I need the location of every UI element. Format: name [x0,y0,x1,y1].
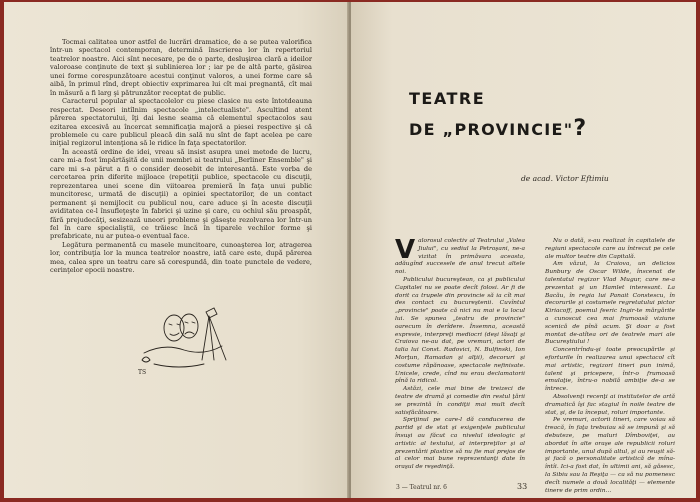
right-page [351,2,696,498]
article-title [409,89,689,141]
page-number: 33 [517,482,528,491]
paragraph: Am văzut, la Craiova, un delicios Bunbury de Oscar Wilde, înscenat de talentatul regizor Vlad Mugur, care ne-a prezentat şi un Hamlet interesant. La Bacău, în regia lui Panait Constescu, în decorurile şi costumele regretatului pictor Kiriacoff, poemul feeric Ingir-te mărgărite a cunoscut cea mai frumoasă viziune scenică de pînă acum. Şi doar a fost montat de-atîtea ori de teatrele mari ale Bucureştiului ! [545,261,675,346]
title-line-2 [409,116,689,141]
paragraph: Caracterul popular al spectacolelor cu piese clasice nu este întotdeauna respectat. Deseori intîlnim spectacole „intelectualiste". Ascultind atent părerea spectatorului, îţi dai lesne seama că elementul spectacolos sau ezitarea excesivă au încercat semnificaţia majoră a piesei respective şi că problemele cu care publicul pleacă din sală nu sînt de fapt acelea pe care iniţial regizorul intenţiona să le ridice în faţa spectatorilor. [50,97,312,148]
paragraph: În această ordine de idei, vreau să insist asupra unei metode de lucru, care mi-a fost împărtăşită de unii membri ai teatrului „Berliner Ensemble" şi care mi s-a părut a fi o consider deosebit de interesantă. Este vorba de cercetarea prin diferite mijloace (repetiţii publice, spectacole cu discuţii, reprezentarea unei scene din viitoarea premieră în faţa unui public muncitoresc, urmată de discuţii) a opiniei spectatorilor, de un contact permanent şi nemijlocit cu publicul nou, care aduce şi în aceste discuţii aviditatea ce-l însufleţeşte în fabrici şi uzine şi care, cu ochiul său proaspăt, fără prejudecăţi, sesizează uneori probleme şi găseşte rezolvarea lor într-un fel în care specialiştii, ce trăiesc încă în tiparele vechilor forme şi prefabricate, nu ar putea-o eventual face. [50,147,312,241]
paragraph: Absolvenţi recenţi ai institutelor de artă dramatică îşi fac stagiul în noile teatre de stat, şi, de la început, roluri importante. [545,393,675,416]
article-column-1 [395,235,525,472]
paragraph: Sprijinul pe care-l dă conducerea de partid şi de stat şi exigenţele publicului însuşi au făcut ca nivelul ideologic şi artistic al textului, al interpreţilor şi al prezentării plastice să nu fie mai prejos de al celor mai bune reprezentanţi date în oraşul de reşedinţă. [395,417,525,471]
page-footer-issue: 3 — Teatrul nr. 6 [396,484,447,491]
drop-cap: V [395,235,416,265]
left-article-text [50,38,312,275]
svg-text:TS: TS [138,369,147,376]
paragraph: Legătura permanentă cu masele muncitoare, cunoaşterea lor, atragerea lor, contribuţia lor la munca teatrelor noastre, iată care este, după părerea mea, calea spre un teatru care să corespundă, din toate punctele de vedere, cerinţelor epocii noastre. [50,240,312,275]
paragraph: Publicului bucureştean, ca şi publicului Capitalei nu se poate decît folosi. Ar fi de dorit ca trupele din provincie să ia cît mai des contact cu bucureştenii. Cuvîntul „provincie" poate că nici nu mai e la locul lui. Se spunea „teatru de provincie" oarecum în derîdere. Însemna, această expresie, interpreţi mediocri (deşi lăsaţi şi Craiova ne-au dat, pe vremuri, actori de talia lui Const. Radovici, N. Bulfinski, Ion Morţun, Ramadan şi alţii), decoruri şi costume răpănoase, spectacole nefinisate. Unicele, crede, cînd nu erau declamatorii pînă la ridicol. [395,276,525,385]
author-byline: de acad. Victor Eftimiu [521,174,609,183]
book-spread [4,2,696,498]
left-page [4,2,349,498]
paragraph: Tocmai calitatea unor astfel de lucrări dramatice, de a se putea valorifica într-un spectacol contemporan, determină înscrierea lor în repertoriul teatrelor noastre. Aici sînt necesare, pe de o parte, desluşirea clară a ideilor valoroase conţinute de text şi sublinierea lor ; iar pe de altă parte, găsirea unei forme corespunzătoare acestui conţinut valoros, a unei forme care să aibă, în primul rînd, drept obiectiv exprimarea lui cît mai pregnantă, cît mai în măsură a fi larg şi pătrunzător receptat de public. [50,38,312,97]
paragraph: Pe vremuri, actorii tineri, care voiau să treacă, în faţa trebuiau să se impună şi să debuteze, pe maluri Dîmboviţei, au abordat în alte oraşe ale republicii roluri importante, unul după altul, şi au reuşit să-şi facă o personalitate artistică de mîna-întîi. Ici-a fost dat, în ultimii ani, să găsesc, la Sibiu sau la Reşiţa — ca să nu pomenesc decît numele a două localităţi — elemente tinere de prim ordin... [545,417,675,494]
paragraph: Nu o dată, s-au realizat în capitalele de regiuni spectacole care au întrecut pe cele ale multor teatre din Capitală. [545,238,675,260]
title-line-2-text: DE „PROVINCIE" [409,120,574,139]
theatre-masks-sketch-illustration [134,298,232,378]
paragraph: Valorosul colectiv al Teatrului „Valea Jiului", cu sediul la Petroşani, ne-a vizitat în primăvara aceasta, adăugînd succesele de anul trecut altele noi. [395,235,525,276]
paragraph: Concentrîndu-şi toate preocupările şi eforturile în realizarea unui spectacol cît mai artistic, regizori tineri pun inimă, talent şi pricepere, într-o frumoasă emulaţie, întru-o nobilă ambiţie de-a se întrece. [545,347,675,393]
title-question-mark: ? [573,116,588,141]
title-line-1: TEATRE [409,89,486,108]
paragraph: Astăzi, cele mai bine de treizeci de teatre de dramă şi comedie din restul ţării se prezintă în condiţii mai mult decît satisfăcătoare. [395,386,525,416]
article-column-2 [545,238,675,495]
